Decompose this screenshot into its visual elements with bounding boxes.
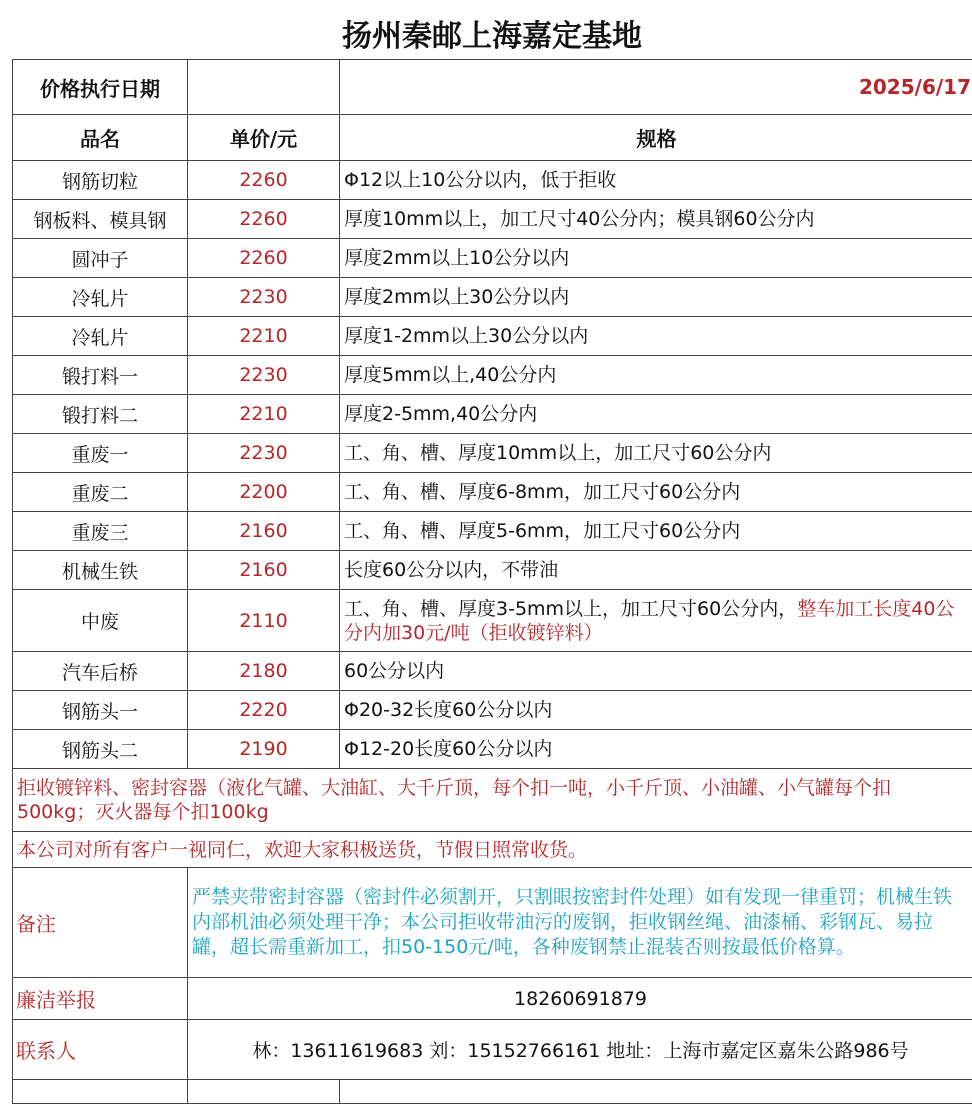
item-spec: Φ12-20长度60公分以内 [344,738,553,760]
item-spec: 工、角、槽、厚度6-8mm，加工尺寸60公分内 [344,481,741,503]
item-name: 重废三 [13,512,188,551]
remark-text: 严禁夹带密封容器（密封件必须割开，只割眼按密封件处理）如有发现一律重罚；机械生铁内部机油必须处理干净；本公司拒收带油污的废钢，拒收钢丝绳、油漆桶、彩钢瓦、易拉罐，超长需重新加工，扣50-150元/吨，各种废钢禁止混装否则按最低价格算。 [188,868,972,978]
table-row [13,551,972,590]
item-name: 钢筋头一 [13,691,188,730]
item-price: 2260 [188,200,340,239]
item-name: 钢筋头二 [13,730,188,769]
trailing-cell [188,1080,340,1104]
date-label: 价格执行日期 [13,60,188,115]
table-row [13,434,972,473]
item-price: 2230 [188,356,340,395]
item-spec: Φ12以上10公分以内，低于拒收 [344,169,617,191]
item-price: 2190 [188,730,340,769]
header-name: 品名 [13,115,188,161]
table-row [13,652,972,691]
item-price: 2160 [188,512,340,551]
table-row [13,512,972,551]
contact-row [13,1020,972,1080]
table-row [13,730,972,769]
item-spec-cell [340,730,972,769]
item-price: 2260 [188,161,340,200]
trailing-row [13,1080,972,1104]
page-title: 扬州秦邮上海嘉定基地 [342,19,642,54]
item-spec-cell [340,652,972,691]
remark-row [13,868,972,978]
item-name: 重废一 [13,434,188,473]
item-spec-cell [340,590,972,652]
item-price: 2200 [188,473,340,512]
table-row [13,317,972,356]
table-row [13,161,972,200]
date-value: 2025/6/17 [340,60,972,115]
item-name: 机械生铁 [13,551,188,590]
table-row [13,278,972,317]
report-row [13,978,972,1020]
price-table [12,59,972,1104]
item-price: 2260 [188,239,340,278]
item-spec-cell [340,512,972,551]
item-name: 冷轧片 [13,317,188,356]
trailing-cell [340,1080,972,1104]
item-spec: 厚度2-5mm,40公分内 [344,403,538,425]
item-name: 汽车后桥 [13,652,188,691]
item-spec: 工、角、槽、厚度5-6mm，加工尺寸60公分内 [344,520,741,542]
table-row [13,239,972,278]
item-spec-cell [340,395,972,434]
item-price: 2110 [188,590,340,652]
table-row [13,691,972,730]
item-name: 冷轧片 [13,278,188,317]
item-spec-cell [340,691,972,730]
item-price: 2230 [188,278,340,317]
table-row [13,590,972,652]
item-price: 2210 [188,395,340,434]
item-spec: 厚度2mm以上30公分以内 [344,286,570,308]
item-name: 重废二 [13,473,188,512]
notice-welcome: 本公司对所有客户一视同仁，欢迎大家积极送货，节假日照常收货。 [13,832,972,868]
item-price: 2220 [188,691,340,730]
item-name: 圆冲子 [13,239,188,278]
table-row [13,395,972,434]
item-price: 2230 [188,434,340,473]
contact-info: 林：13611619683 刘：15152766161 地址：上海市嘉定区嘉朱公路986号 [188,1020,972,1080]
item-spec-cell [340,473,972,512]
item-name: 钢板料、模具钢 [13,200,188,239]
item-spec: 厚度1-2mm以上30公分以内 [344,325,589,347]
report-label: 廉洁举报 [13,978,188,1020]
table-row [13,200,972,239]
trailing-cell [13,1080,188,1104]
header-spec: 规格 [340,115,972,161]
item-spec: 厚度10mm以上，加工尺寸40公分内；模具钢60公分内 [344,208,815,230]
contact-label: 联系人 [13,1020,188,1080]
table-row [13,356,972,395]
header-row [13,115,972,161]
item-name: 锻打料二 [13,395,188,434]
item-spec-cell [340,434,972,473]
item-spec-cell [340,551,972,590]
item-spec: 工、角、槽、厚度10mm以上，加工尺寸60公分内 [344,442,772,464]
item-price: 2160 [188,551,340,590]
remark-label: 备注 [13,868,188,978]
notice-welcome-row [13,832,972,868]
item-spec-cell [340,200,972,239]
item-spec-highlight: 整车加工长度40公分内加30元/吨（拒收镀锌料） [344,597,955,644]
item-spec-cell [340,161,972,200]
header-price: 单价/元 [188,115,340,161]
item-spec: 60公分以内 [344,660,445,682]
item-name: 钢筋切粒 [13,161,188,200]
item-name: 锻打料一 [13,356,188,395]
notice-reject-row [13,769,972,832]
table-row [13,473,972,512]
date-row [13,60,972,115]
item-spec-cell [340,278,972,317]
notice-reject: 拒收镀锌料、密封容器（液化气罐、大油缸、大千斤顶，每个扣一吨，小千斤顶、小油罐、小气罐每个扣500kg；灭火器每个扣100kg [13,769,972,832]
item-spec: 长度60公分以内，不带油 [344,559,559,581]
item-name: 中废 [13,590,188,652]
item-price: 2180 [188,652,340,691]
item-spec-cell [340,239,972,278]
report-phone: 18260691879 [188,978,972,1020]
item-spec-cell [340,317,972,356]
item-spec: 工、角、槽、厚度3-5mm以上，加工尺寸60公分内， [344,597,798,620]
item-price: 2210 [188,317,340,356]
item-spec-cell [340,356,972,395]
item-spec: 厚度2mm以上10公分以内 [344,247,570,269]
date-empty-cell [188,60,340,115]
item-spec: 厚度5mm以上,40公分内 [344,364,557,386]
item-spec: Φ20-32长度60公分以内 [344,699,553,721]
